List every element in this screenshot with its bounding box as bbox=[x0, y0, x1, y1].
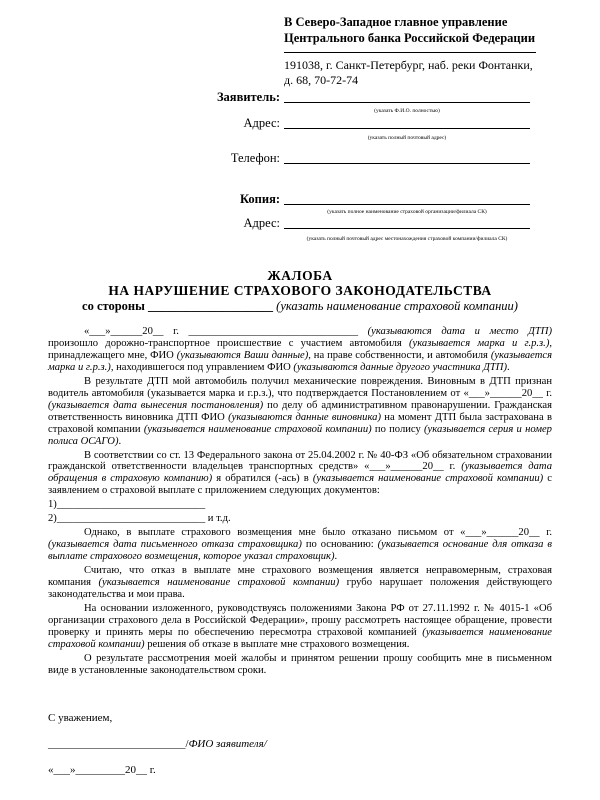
text-run: На основании изложенного, руководствуясь положениями Закона РФ от 27.11.1992 г. № 4015-1 «Об организации страхового дела в Российской Федерации», прошу рассмотреть настоящее обращение, провести проверку и принять меры по обеспечению пересмотра страховой компанией bbox=[48, 602, 552, 638]
copy-address-input-line[interactable] bbox=[284, 228, 530, 229]
text-run: Считаю, что отказ в выплате мне страхового возмещения является неправомерным, страховая компания bbox=[48, 565, 552, 589]
text-run: «___»______20__ г. ________________________________ bbox=[84, 326, 368, 337]
addressee-line-1: В Северо-Западное главное управление bbox=[284, 15, 508, 29]
text-run: , находившегося под управлением ФИО bbox=[110, 361, 294, 373]
text-run: на момент ДТП была застрахована в страховой компании bbox=[48, 411, 552, 435]
text-run: . bbox=[334, 551, 338, 563]
paragraph-7 bbox=[48, 653, 552, 677]
text-run: по полису bbox=[371, 423, 425, 435]
applicant-input-line[interactable] bbox=[284, 102, 530, 103]
italic-run: (указывается наименование страховой компании) bbox=[98, 577, 340, 589]
italic-run: (указывается серия и номер полиса ОСАГО) bbox=[48, 423, 552, 447]
signature-date[interactable]: «___»_________20__ г. bbox=[48, 764, 156, 776]
text-run: О результате рассмотрения моей жалобы и принятом решении прошу сообщить мне в письменном виде в установленные законодательством сроки. bbox=[48, 652, 552, 676]
text-run: по делу об административном правонарушении. Гражданская ответственность виновника ДТП ФИО bbox=[48, 399, 552, 423]
italic-run: (указывается марка и г.р.з.) bbox=[409, 337, 550, 349]
text-run: В результате ДТП мой автомобиль получил механические повреждения. Виновным в ДТП признан водитель автомобиля (указывается марка и г.р.з.), что подтверждается Постановлением от «___»______20__ г. bbox=[48, 375, 552, 399]
addressee-line-2: Центрального банка Российской Федерации bbox=[284, 31, 536, 45]
subtitle-italic: (указать наименование страховой компании) bbox=[276, 299, 518, 313]
italic-run: (указывается наименование страховой компании) bbox=[48, 626, 552, 650]
text-run: , принадлежащего мне, ФИО bbox=[48, 337, 553, 361]
text-run: . bbox=[118, 435, 122, 447]
paragraph-2 bbox=[48, 376, 552, 448]
phone-input-line[interactable] bbox=[284, 163, 530, 164]
paragraph-4 bbox=[48, 527, 552, 563]
addressee-rule bbox=[284, 52, 536, 53]
copy-address-label: Адрес: bbox=[243, 216, 280, 230]
signature-caption: ФИО заявителя/ bbox=[188, 738, 267, 750]
text-run: по основанию: bbox=[301, 539, 378, 551]
italic-run: (указываются данные другого участника ДТП) bbox=[293, 361, 507, 373]
complaint-body bbox=[48, 326, 552, 679]
address-input-line[interactable] bbox=[284, 128, 530, 129]
signature-underline[interactable]: _________________________/ bbox=[48, 738, 189, 750]
regards-text: С уважением, bbox=[48, 712, 113, 724]
copy-input-line[interactable] bbox=[284, 204, 530, 205]
text-run: , на праве собственности, и автомобиля bbox=[308, 349, 491, 361]
phone-label: Телефон: bbox=[230, 151, 280, 165]
document-list-item-2: 2)____________________________ и т.д. bbox=[48, 513, 231, 525]
italic-run: (указывается дата письменного отказа страховщика) bbox=[48, 539, 302, 551]
document-list-item-1: 1)____________________________ bbox=[48, 499, 206, 511]
applicant-caption: (указать Ф.И.О. полностью) bbox=[374, 108, 440, 114]
text-run: грубо нарушает положения действующего законодательства и мои права. bbox=[48, 577, 552, 601]
italic-run: (указывается дата обращения в страховую компанию) bbox=[48, 461, 552, 485]
text-run: с заявлением о страховой выплате с приложением следующих документов: bbox=[48, 473, 552, 497]
paragraph-6 bbox=[48, 603, 552, 651]
addressee-address-1: 191038, г. Санкт-Петербург, наб. реки Фонтанки, bbox=[284, 58, 533, 72]
text-run: я обратился (-ась) в bbox=[212, 473, 313, 485]
text-run: решения об отказе в выплате мне страхового возмещения. bbox=[144, 638, 410, 650]
document-title: ЖАЛОБА bbox=[267, 268, 333, 283]
paragraph-3 bbox=[48, 450, 552, 498]
addressee-address-2: д. 68, 70-72-74 bbox=[284, 73, 359, 87]
text-run: произошло дорожно-транспортное происшествие с участием автомобиля bbox=[48, 337, 409, 349]
italic-run: (указывается наименование страховой компании) bbox=[143, 423, 372, 435]
signature-line bbox=[48, 738, 267, 750]
text-run: . bbox=[507, 361, 510, 373]
text-run: Однако, в выплате страхового возмещения мне было отказано письмом от «___»______20__ г. bbox=[84, 527, 552, 539]
italic-run: (указывается основание для отказа в выплате страхового возмещения, которое указал страховщик) bbox=[48, 539, 552, 563]
italic-run: (указываются данные виновника) bbox=[228, 411, 381, 423]
paragraph-1 bbox=[48, 326, 552, 374]
address-label: Адрес: bbox=[243, 116, 280, 130]
italic-run: (указываются Ваши данные) bbox=[176, 349, 309, 361]
document-subtitle: НА НАРУШЕНИЕ СТРАХОВОГО ЗАКОНОДАТЕЛЬСТВА bbox=[108, 283, 492, 298]
italic-run: (указываются дата и место ДТП) bbox=[367, 326, 552, 337]
italic-run: (указывается дата вынесения постановления) bbox=[48, 399, 264, 411]
address-caption: (указать полный почтовый адрес) bbox=[367, 135, 447, 141]
document-subtitle-company bbox=[0, 299, 600, 314]
addressee-block bbox=[284, 14, 584, 88]
copy-caption: (указать полное наименование страховой организации/филиала СК) bbox=[327, 209, 487, 215]
italic-run: (указывается наименование страховой компании) bbox=[312, 473, 544, 485]
italic-run: (указывается марка и г.р.з.) bbox=[48, 349, 553, 373]
text-run: В соответствии со ст. 13 Федерального закона от 25.04.2002 г. № 40-ФЗ «Об обязательном страховании гражданской ответственности владельцев транспортных средств» «___»______20__ г. bbox=[48, 449, 552, 473]
subtitle-prefix: со стороны ____________________ bbox=[82, 299, 274, 313]
copy-label: Копия: bbox=[239, 192, 280, 206]
paragraph-5 bbox=[48, 565, 552, 601]
applicant-label: Заявитель: bbox=[216, 90, 280, 104]
copy-address-caption: (указать полный почтовый адрес местонахождения страховой компании/филиала СК) bbox=[306, 236, 508, 242]
